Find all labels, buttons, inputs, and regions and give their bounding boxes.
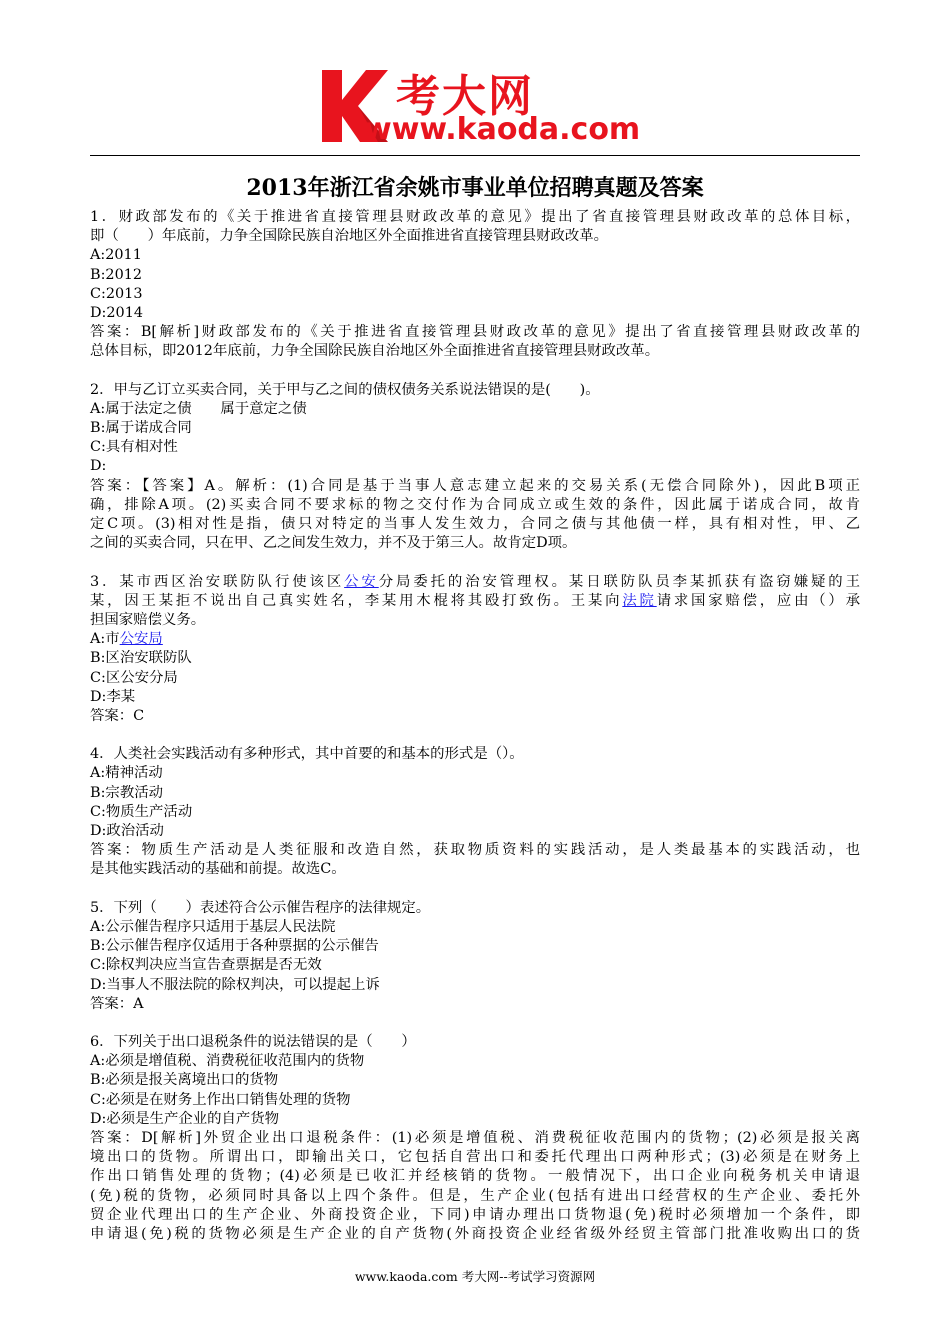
text-line: 1．财政部发布的《关于推进省直接管理县财政改革的意见》提出了省直接管理县财政改革的总体目标，: [90, 209, 860, 225]
text-line: C:区公安分局: [90, 669, 178, 686]
text-line: A:属于法定之债 属于意定之债: [90, 400, 307, 417]
hyperlink[interactable]: 法院: [622, 592, 657, 609]
text-line: 6．下列关于出口退税条件的说法错误的是（ ）: [90, 1034, 416, 1051]
text-line: B:2012: [90, 266, 143, 283]
text-line: [90, 592, 860, 611]
text-segment: 某，因王某拒不说出自己真实姓名，李某用木棍将其殴打致伤。王某向: [90, 592, 623, 609]
text-line: 答案：D[解析]外贸企业出口退税条件：(1)必须是增值税、消费税征收范围内的货物；(2)必须是报关离: [90, 1130, 860, 1146]
page-footer: www.kaoda.com 考大网--考试学习资源网: [354, 1269, 596, 1284]
text-line: A:精神活动: [90, 765, 163, 782]
blank-line: [90, 1014, 860, 1033]
text-line: 担国家赔偿义务。: [90, 611, 206, 628]
text-segment: 分局委托的治安管理权。某日联防队员李某抓获有盗窃嫌疑的王: [378, 573, 860, 590]
text-line: 申请退(免)税的货物必须是生产企业的自产货物(外商投资企业经省级外经贸主管部门批准收购出口的货: [90, 1225, 860, 1242]
text-line: 定C项。(3)相对性是指，债只对特定的当事人发生效力，合同之债与其他债一样，具有相对性，甲、乙: [90, 516, 860, 532]
text-line: A:公示催告程序只适用于基层人民法院: [90, 918, 336, 935]
text-line: 确，排除A项。(2)买卖合同不要求标的物之交付作为合同成立或生效的条件，因此属于诺成合同，故肯: [90, 496, 860, 513]
text-line: B:属于诺成合同: [90, 420, 192, 437]
text-line: [90, 630, 860, 649]
text-line: 4．人类社会实践活动有多种形式，其中首要的和基本的形式是（）。: [90, 746, 524, 763]
text-line: B:公示催告程序仅适用于各种票据的公示催告: [90, 938, 379, 955]
text-line: B:必须是报关离境出口的货物: [90, 1072, 279, 1089]
document-body: [90, 208, 860, 1244]
text-line: D:当事人不服法院的除权判决，可以提起上诉: [90, 976, 380, 993]
logo-chinese-text: 考大网: [396, 71, 534, 122]
text-segment: A:市: [90, 631, 120, 648]
blank-line: [90, 553, 860, 572]
text-line: C:物质生产活动: [90, 803, 193, 820]
kaoda-logo[interactable]: [318, 62, 648, 152]
text-line: 贸企业代理出口的生产企业、外商投资企业，下同)申请办理出口货物退(免)税时必须增加一个条件，即: [90, 1206, 860, 1223]
text-line: 2．甲与乙订立买卖合同，关于甲与乙之间的债权债务关系说法错误的是( )。: [90, 381, 600, 398]
text-line: D:必须是生产企业的自产货物: [90, 1110, 280, 1127]
text-line: 即（ ）年底前，力争全国除民族自治地区外全面推进省直接管理县财政改革。: [90, 228, 609, 245]
logo-url-text: www.kaoda.com: [364, 112, 641, 147]
text-line: A:必须是增值税、消费税征收范围内的货物: [90, 1053, 365, 1070]
header-divider: [90, 155, 860, 156]
text-line: 答案：【答案】A。解析：(1)合同是基于当事人意志建立起来的交易关系(无偿合同除外)，因此B项正: [90, 477, 860, 494]
text-line: D:: [90, 458, 107, 475]
text-line: 答案：B[解析]财政部发布的《关于推进省直接管理县财政改革的意见》提出了省直接管理县财政改革的: [90, 324, 860, 341]
document-title: 2013年浙江省余姚市事业单位招聘真题及答案: [246, 175, 704, 201]
text-line: 答案：物质生产活动是人类征服和改造自然，获取物质资料的实践活动，是人类最基本的实践活动，也: [90, 842, 860, 859]
text-line: 是其他实践活动的基础和前提。故选C。: [90, 861, 346, 878]
text-line: 境出口的货物。所谓出口，即输出关口，它包括自营出口和委托代理出口两种形式；(3)必须是在财务上: [90, 1149, 860, 1166]
text-segment: 请求国家赔偿，应由（）承: [656, 592, 860, 609]
text-line: 答案：A: [90, 995, 144, 1012]
text-line: 答案：C: [90, 707, 145, 724]
text-line: C:2013: [90, 285, 143, 302]
hyperlink[interactable]: 公安局: [119, 631, 163, 648]
text-line: C:必须是在财务上作出口销售处理的货物: [90, 1091, 351, 1108]
blank-line: [90, 880, 860, 899]
text-line: A:2011: [90, 247, 142, 264]
text-line: (免)税的货物，必须同时具备以上四个条件。但是，生产企业(包括有进出口经营权的生产企业、委托外: [90, 1187, 860, 1204]
blank-line: [90, 362, 860, 381]
text-line: C:具有相对性: [90, 439, 178, 456]
text-line: 总体目标，即2012年底前，力争全国除民族自治地区外全面推进省直接管理县财政改革。: [90, 343, 660, 360]
text-line: B:区治安联防队: [90, 650, 192, 667]
text-line: D:政治活动: [90, 823, 164, 839]
hyperlink[interactable]: 公安: [344, 573, 379, 590]
text-line: C:除权判决应当宣告查票据是否无效: [90, 957, 322, 974]
text-segment: 3．某市西区治安联防队行使该区: [90, 573, 345, 590]
text-line: B:宗教活动: [90, 784, 163, 801]
text-line: D:李某: [90, 688, 136, 705]
text-line: 作出口销售处理的货物；(4)必须是已收汇并经核销的货物。一般情况下，出口企业向税务机关申请退: [90, 1168, 860, 1185]
blank-line: [90, 726, 860, 745]
text-line: D:2014: [90, 304, 144, 321]
text-line: [90, 573, 860, 592]
text-line: 5．下列（ ）表述符合公示催告程序的法律规定。: [90, 899, 431, 916]
text-line: 之间的买卖合同，只在甲、乙之间发生效力，并不及于第三人。故肯定D项。: [90, 535, 577, 552]
